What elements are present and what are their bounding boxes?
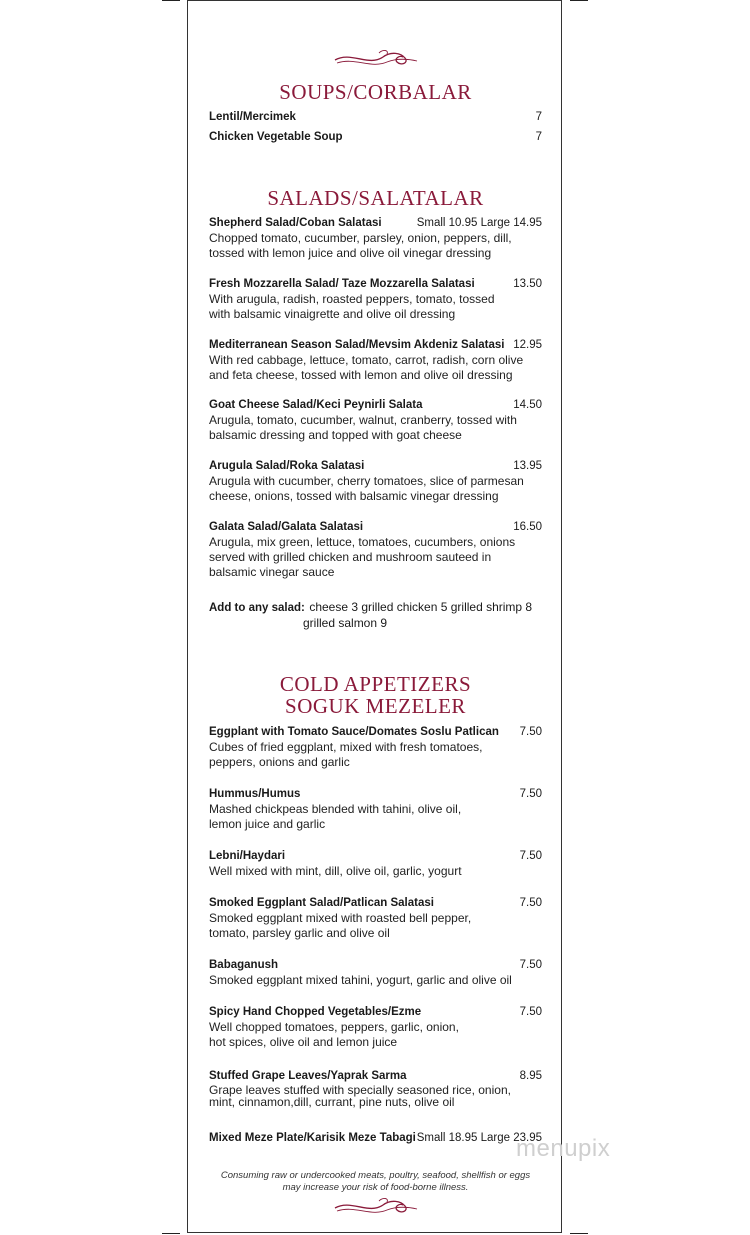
- menu-item: [209, 338, 542, 383]
- menu-item: [209, 849, 542, 879]
- ornamental-flourish-icon: [188, 47, 563, 71]
- salad-addons: [209, 598, 542, 631]
- item-description: Arugula, tomato, cucumber, walnut, cranberry, tossed with balsamic dressing and topped with goat cheese: [209, 413, 517, 442]
- item-name: Smoked Eggplant Salad/Patlican Salatasi: [209, 897, 434, 909]
- item-description: Cubes of fried eggplant, mixed with fresh tomatoes, peppers, onions and garlic: [209, 740, 483, 769]
- item-price: 7: [535, 111, 542, 123]
- item-price: 7.50: [519, 850, 542, 862]
- item-price: 12.95: [513, 339, 542, 351]
- item-price: Small 10.95 Large 14.95: [416, 217, 542, 229]
- item-name: Lentil/Mercimek: [209, 111, 296, 123]
- menupix-watermark: menupix: [516, 1135, 611, 1162]
- item-name: Eggplant with Tomato Sauce/Domates Soslu Patlican: [209, 726, 499, 738]
- item-price: 8.95: [519, 1070, 542, 1082]
- item-price: 7.50: [519, 959, 542, 971]
- salads-section-title: SALADS/SALATALAR: [267, 186, 484, 210]
- item-name: Mixed Meze Plate/Karisik Meze Tabagi: [209, 1132, 416, 1144]
- item-name: Spicy Hand Chopped Vegetables/Ezme: [209, 1006, 422, 1018]
- item-price: 16.50: [513, 521, 542, 533]
- item-name: Mediterranean Season Salad/Mevsim Akdeniz Salatasi: [209, 339, 505, 351]
- crop-mark-bottom-right: [570, 1233, 588, 1234]
- item-description: Mashed chickpeas blended with tahini, olive oil, lemon juice and garlic: [209, 802, 462, 831]
- item-price: 7.50: [519, 1006, 542, 1018]
- menu-item: [209, 216, 542, 261]
- item-name: Fresh Mozzarella Salad/ Taze Mozzarella Salatasi: [209, 278, 475, 290]
- crop-mark-top-left: [162, 0, 180, 1]
- addon-options-2: grilled salmon 9: [303, 616, 388, 630]
- addon-options: cheese 3 grilled chicken 5 grilled shrimp 8: [309, 600, 533, 614]
- menu-item: [209, 1069, 542, 1108]
- item-name: Galata Salad/Galata Salatasi: [209, 521, 364, 533]
- crop-mark-top-right: [570, 0, 588, 1]
- menu-item: [209, 459, 542, 504]
- item-price: Small 18.95 Large 23.95: [416, 1132, 542, 1144]
- item-price: 7.50: [519, 726, 542, 738]
- item-description: Arugula with cucumber, cherry tomatoes, slice of parmesan cheese, onions, tossed with balsamic vinegar dressing: [209, 474, 524, 503]
- menu-item: [209, 1131, 542, 1146]
- food-safety-disclaimer: [188, 1170, 563, 1194]
- disclaimer-line-1: Consuming raw or undercooked meats, poultry, seafood, shellfish or eggs: [220, 1170, 531, 1181]
- item-price: 14.50: [513, 399, 542, 411]
- item-description: Well mixed with mint, dill, olive oil, garlic, yogurt: [209, 864, 462, 878]
- item-name: Arugula Salad/Roka Salatasi: [209, 460, 365, 472]
- menu-item: [209, 110, 542, 125]
- cold-section-title: COLD APPETIZERS: [279, 672, 472, 696]
- soups-section-title: SOUPS/CORBALAR: [279, 80, 472, 104]
- item-name: Hummus/Humus: [209, 788, 301, 800]
- item-description: Smoked eggplant mixed tahini, yogurt, garlic and olive oil: [209, 973, 512, 987]
- addon-label: Add to any salad:: [209, 602, 305, 614]
- menu-item: [209, 725, 542, 770]
- menu-item: [209, 130, 542, 145]
- menu-item: [209, 398, 542, 443]
- item-description: With red cabbage, lettuce, tomato, carrot, radish, corn olive and feta cheese, tossed with lemon and olive oil dressing: [209, 353, 524, 382]
- item-price: 7.50: [519, 788, 542, 800]
- item-price: 7: [535, 131, 542, 143]
- item-name: Lebni/Haydari: [209, 850, 286, 862]
- menu-item: [209, 896, 542, 941]
- crop-mark-bottom-left: [162, 1233, 180, 1234]
- item-price: 13.95: [513, 460, 542, 472]
- menu-item: [209, 1005, 542, 1050]
- cold-section-subtitle: SOGUK MEZELER: [285, 694, 466, 718]
- item-name: Stuffed Grape Leaves/Yaprak Sarma: [209, 1070, 407, 1082]
- menu-page: [187, 0, 562, 1233]
- menu-item: [209, 277, 542, 322]
- item-description: Smoked eggplant mixed with roasted bell pepper, tomato, parsley garlic and olive oil: [209, 911, 472, 940]
- item-name: Babaganush: [209, 959, 279, 971]
- menu-item: [209, 520, 542, 580]
- item-description: Chopped tomato, cucumber, parsley, onion, peppers, dill, tossed with lemon juice and olive oil vinegar dressing: [209, 231, 512, 260]
- ornamental-flourish-icon: [188, 1195, 563, 1219]
- item-price: 7.50: [519, 897, 542, 909]
- item-name: Shepherd Salad/Coban Salatasi: [209, 217, 382, 229]
- item-description: Grape leaves stuffed with specially seasoned rice, onion, mint, cinnamon,dill, currant, pine nuts, olive oil: [209, 1083, 511, 1109]
- item-description: Well chopped tomatoes, peppers, garlic, onion, hot spices, olive oil and lemon juice: [209, 1020, 459, 1049]
- menu-item: [209, 958, 542, 988]
- item-description: Arugula, mix green, lettuce, tomatoes, cucumbers, onions served with grilled chicken and mushroom sauteed in balsamic vinegar sauce: [209, 535, 516, 579]
- item-name: Chicken Vegetable Soup: [209, 131, 343, 143]
- disclaimer-line-2: may increase your risk of food-borne illness.: [282, 1182, 469, 1193]
- item-description: With arugula, radish, roasted peppers, tomato, tossed with balsamic vinaigrette and olive oil dressing: [209, 292, 495, 321]
- item-name: Goat Cheese Salad/Keci Peynirli Salata: [209, 399, 423, 411]
- menu-item: [209, 787, 542, 832]
- item-price: 13.50: [513, 278, 542, 290]
